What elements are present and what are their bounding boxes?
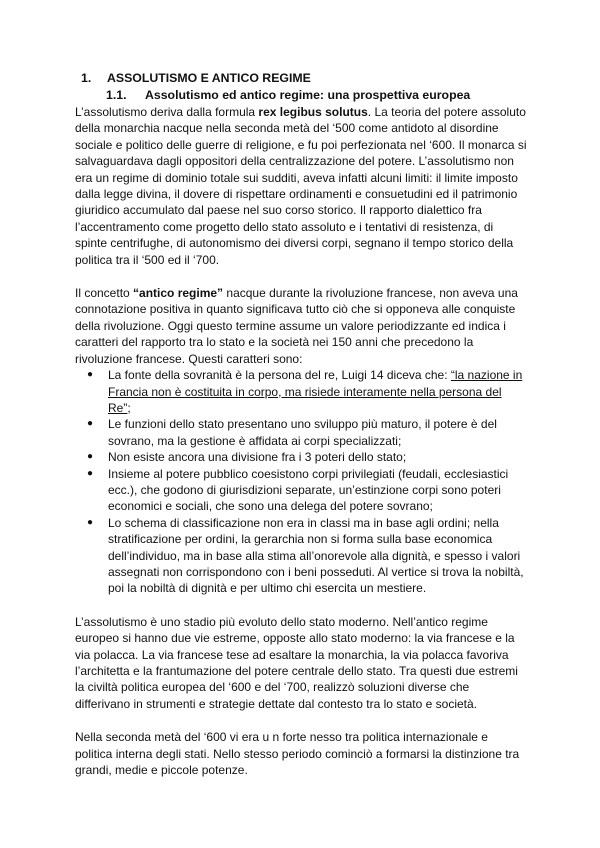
document-page <box>75 70 527 778</box>
text-run: . La teoria del potere assoluto della monarchia nacque nella seconda metà del ‘500 come antidoto al disordine sociale e politico delle guerre di religione, e fu poi perfezionata nel ‘600. Il monarca si salvaguardava dagli oppositori della centralizzazione del potere. L’assolutismo non era un regime di dominio totale sui sudditi, aveva infatti alcuni limiti: il limite imposto dalla legge divina, il dovere di rispettare ordinamenti e consuetudini ed il patrimonio giuridico accumulato dal paese nel suo corso storico. Il rapporto dialettico fra l’accentramento come progetto dello stato assoluto e i tentativi di resistenza, di spinte centrifughe, di autonomismo dei diversi corpi, segnano il tempo storico della politica tra il ‘500 ed il ‘700. <box>75 105 527 267</box>
section-number: 1. <box>81 71 92 85</box>
text-run: Lo schema di classificazione non era in classi ma in base agli ordini; nella stratificazione per ordini, la gerarchia non si forma sulla base economica dell’individuo, ma in base alla stima all’onorevole alla dignità, e spesso i valori assegnati non corrispondono con i beni posseduti. Al vertice si trova la nobiltà, poi la nobiltà di dignità e per ultimo chi esercita un mestiere. <box>108 515 524 596</box>
underlined-quote: “la nazione in Francia non è costituita in corpo, ma risiede interamente nella persona del Re” <box>108 368 523 415</box>
paragraph-stato-moderno: L’assolutismo è uno stadio più evoluto dello stato moderno. Nell’antico regime europeo si hanno due vie estreme, opposte allo stato moderno: la via francese e la via polacca. La via francese tese ad esaltare la monarchia, la via polacca favoriva l’architetta e la frantumazione del potere centrale dello stato. Tra questi due estremi la civiltà politica europea del ‘600 e del ‘700, realizzò soluzioni diverse che differivano in strumenti e strategie dettate dal contesto tra lo stato e società. <box>75 614 518 711</box>
list-item <box>75 416 527 449</box>
paragraph-seconda-meta: Nella seconda metà del ‘600 vi era u n forte nesso tra politica internazionale e politica interna degli stati. Nello stesso periodo cominciò a formarsi la distinzione tra grandi, medie e piccole potenze. <box>75 730 520 778</box>
text-run: Il concetto <box>75 286 134 301</box>
text-run: Le funzioni dello stato presentano uno sviluppo più maturo, il potere è del sovrano, ma la gestione è affidata ai corpi specializzati; <box>108 417 497 448</box>
list-item <box>75 367 527 416</box>
subsection-number: 1.1. <box>106 88 127 102</box>
section-title: ASSOLUTISMO E ANTICO REGIME <box>107 71 311 85</box>
paragraph-assolutismo <box>75 104 527 268</box>
bold-term: “antico regime” <box>133 286 224 301</box>
text-run: nacque durante la rivoluzione francese, non aveva una connotazione positiva in quanto significava tutto ciò che si opponeva alle conquiste della rivoluzione. Oggi questo termine assume un valore periodizzante ed indica i caratteri del rapporto tra lo stato e la società nei 150 anni che precedono la rivoluzione francese. Questi caratteri sono: <box>75 286 518 366</box>
text-run: Non esiste ancora una divisione fra i 3 poteri dello stato; <box>108 450 407 465</box>
text-run: ; <box>127 400 131 415</box>
text-run: L’assolutismo deriva dalla formula <box>75 105 259 119</box>
section-heading <box>75 70 527 87</box>
text-run: Insieme al potere pubblico coesistono corpi privilegiati (feudali, ecclesiastici ecc.), che godono di giurisdizioni separate, un’estinzione corpi sono poteri economici e sociali, che sono una delega del potere sovrano; <box>108 466 509 514</box>
text-run: La fonte della sovranità è la persona del re, Luigi 14 diceva che: <box>108 368 451 383</box>
list-item <box>75 515 527 597</box>
characteristics-list <box>75 367 527 597</box>
subsection-title: Assolutismo ed antico regime: una prospettiva europea <box>145 88 471 102</box>
bold-term: rex legibus solutus <box>258 105 368 119</box>
list-item <box>75 449 527 465</box>
list-item <box>75 466 527 515</box>
paragraph-antico-regime <box>75 285 527 367</box>
subsection-heading <box>75 87 527 104</box>
